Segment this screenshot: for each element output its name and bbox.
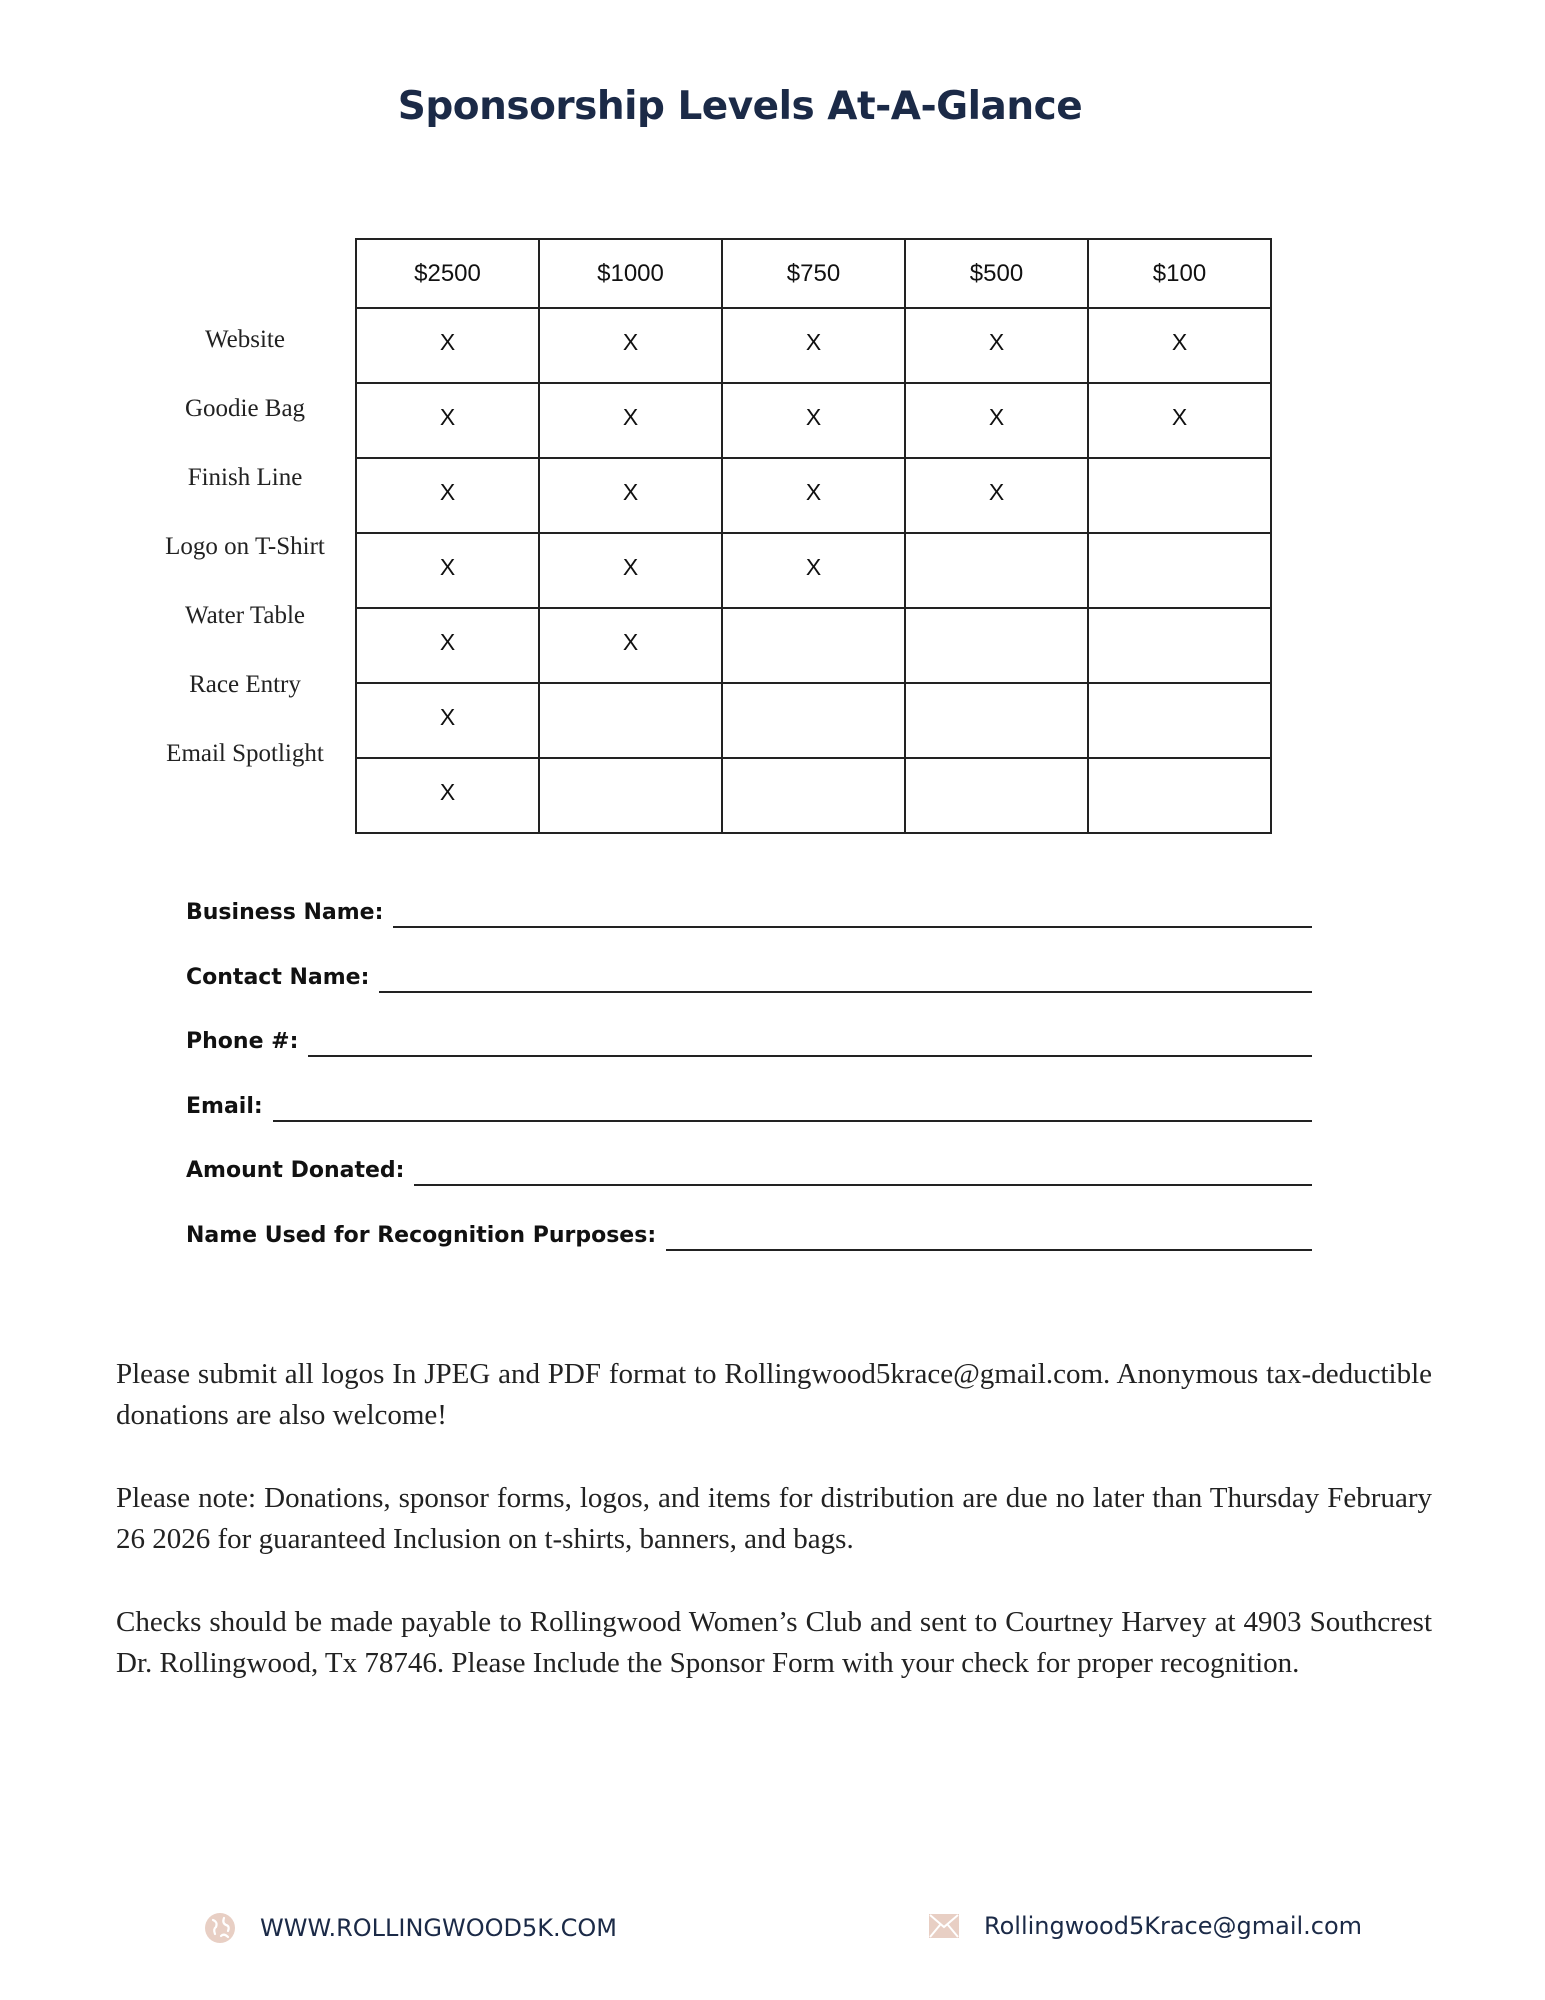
- row-label-water-table: Water Table: [184, 602, 306, 629]
- email-field[interactable]: [273, 1094, 1312, 1122]
- sponsor-form: [186, 900, 1326, 1287]
- table-row: [356, 308, 1271, 383]
- table-cell: X: [356, 758, 539, 833]
- footer-email: [928, 1912, 1362, 1940]
- table-cell: X: [539, 458, 722, 533]
- row-label-email-spotlight: Email Spotlight: [166, 740, 324, 767]
- table-cell: [722, 758, 905, 833]
- row-label-finish-line: Finish Line: [187, 464, 303, 491]
- table-cell: [905, 758, 1088, 833]
- table-header-row: [356, 239, 1271, 308]
- table-cell: X: [905, 458, 1088, 533]
- envelope-icon: [928, 1913, 960, 1939]
- amount-donated-field[interactable]: [414, 1158, 1312, 1186]
- table-cell: [1088, 683, 1271, 758]
- table-cell: X: [539, 608, 722, 683]
- table-cell: [722, 683, 905, 758]
- table-row: [356, 533, 1271, 608]
- table-row: [356, 458, 1271, 533]
- table-cell: X: [539, 383, 722, 458]
- row-label-race-entry: Race Entry: [189, 671, 301, 698]
- row-label-logo-on-t-shirt: Logo on T-Shirt: [165, 533, 325, 560]
- table-cell: [1088, 533, 1271, 608]
- logo-submission-paragraph: Please submit all logos In JPEG and PDF format to Rollingwood5krace@gmail.com. Anonymous tax-deductible donations are also welcome!: [116, 1358, 1432, 1431]
- email-link[interactable]: Rollingwood5Krace@gmail.com: [984, 1912, 1363, 1940]
- table-cell: X: [356, 458, 539, 533]
- table-cell: X: [722, 308, 905, 383]
- table-cell: X: [722, 533, 905, 608]
- table-cell: [1088, 758, 1271, 833]
- table-cell: [1088, 458, 1271, 533]
- form-row-contact-name: [186, 965, 1326, 1030]
- table-cell: X: [539, 308, 722, 383]
- table-cell: X: [539, 533, 722, 608]
- table-cell: [722, 608, 905, 683]
- table-row: [356, 758, 1271, 833]
- sponsorship-levels-table: [355, 238, 1272, 834]
- row-labels: [140, 305, 350, 788]
- deadline-paragraph: Please note: Donations, sponsor forms, logos, and items for distribution are due no later than Thursday February 26 2026 for guaranteed Inclusion on t-shirts, banners, and bags.: [116, 1482, 1432, 1555]
- form-row-amount-donated: [186, 1158, 1326, 1223]
- table-cell: [905, 683, 1088, 758]
- row-label-goodie-bag: Goodie Bag: [184, 395, 306, 422]
- form-row-business-name: [186, 900, 1326, 965]
- recognition-name-label: Name Used for Recognition Purposes:: [186, 1222, 657, 1248]
- table-cell: X: [905, 383, 1088, 458]
- column-header: $750: [722, 239, 905, 308]
- table-cell: [905, 608, 1088, 683]
- table-row: [356, 383, 1271, 458]
- column-header: $2500: [356, 239, 539, 308]
- business-name-label: Business Name:: [186, 900, 384, 925]
- contact-name-label: Contact Name:: [186, 964, 370, 990]
- table-row: [356, 608, 1271, 683]
- table-cell: X: [722, 458, 905, 533]
- table-cell: [539, 683, 722, 758]
- recognition-name-field[interactable]: [666, 1223, 1312, 1251]
- form-row-email: [186, 1094, 1326, 1159]
- footer-website: [204, 1912, 617, 1944]
- column-header: $500: [905, 239, 1088, 308]
- table-cell: X: [1088, 308, 1271, 383]
- column-header: $100: [1088, 239, 1271, 308]
- table-cell: X: [356, 608, 539, 683]
- column-header: $1000: [539, 239, 722, 308]
- amount-donated-label: Amount Donated:: [186, 1158, 405, 1183]
- form-row-phone: [186, 1029, 1326, 1094]
- instructions: [116, 1354, 1432, 1726]
- website-link[interactable]: WWW.ROLLINGWOOD5K.COM: [260, 1914, 617, 1942]
- table-cell: [1088, 608, 1271, 683]
- check-payment-paragraph: Checks should be made payable to Rollingwood Women’s Club and sent to Courtney Harvey at 4903 Southcrest Dr. Rollingwood, Tx 78746. Please Include the Sponsor Form with your check for proper recognition.: [116, 1606, 1432, 1679]
- email-label: Email:: [186, 1093, 263, 1119]
- globe-icon: [204, 1912, 236, 1944]
- table-cell: [539, 758, 722, 833]
- table-cell: X: [905, 308, 1088, 383]
- phone-field[interactable]: [308, 1029, 1312, 1057]
- row-label-website: Website: [205, 326, 285, 353]
- table-cell: X: [356, 533, 539, 608]
- table-row: [356, 683, 1271, 758]
- table-cell: X: [356, 383, 539, 458]
- business-name-field[interactable]: [393, 900, 1312, 928]
- page-title: Sponsorship Levels At-A-Glance: [397, 84, 1083, 129]
- table-cell: X: [356, 308, 539, 383]
- phone-label: Phone #:: [186, 1029, 299, 1054]
- contact-name-field[interactable]: [379, 965, 1312, 993]
- table-cell: X: [356, 683, 539, 758]
- table-cell: X: [722, 383, 905, 458]
- table-cell: X: [1088, 383, 1271, 458]
- form-row-recognition-name: [186, 1223, 1326, 1288]
- table-cell: [905, 533, 1088, 608]
